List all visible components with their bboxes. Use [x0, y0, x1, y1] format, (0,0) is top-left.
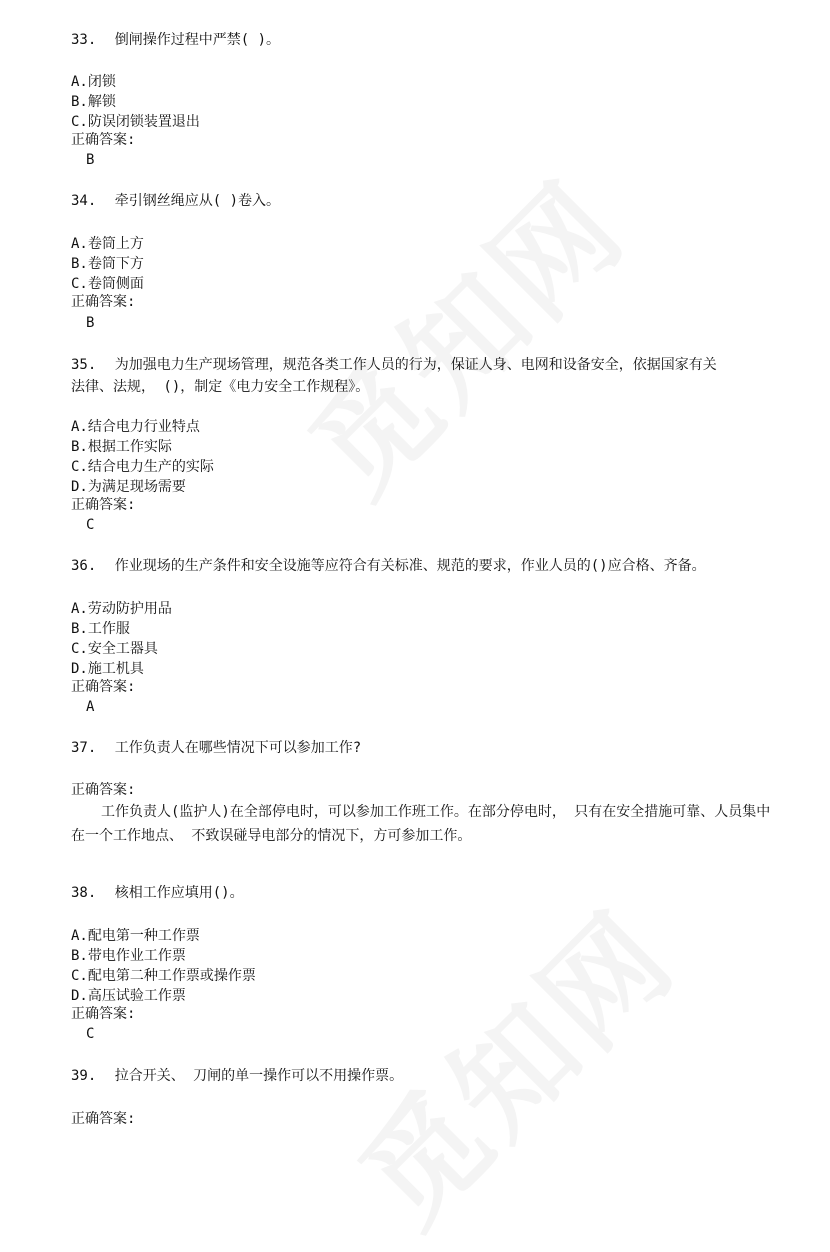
option-a: A.闭锁 — [71, 74, 116, 90]
option-a: A.配电第一种工作票 — [71, 928, 200, 944]
option-d: D.施工机具 — [71, 661, 144, 677]
question-text: 工作负责人在哪些情况下可以参加工作? — [114, 740, 362, 756]
question-text: 倒闸操作过程中严禁( )。 — [114, 32, 281, 48]
question-text: 核相工作应填用()。 — [114, 885, 244, 901]
question-text-line-1: 为加强电力生产现场管理，规范各类工作人员的行为，保证人身、电网和设备安全，依据国家有关 — [114, 357, 717, 373]
question-title — [71, 1066, 403, 1086]
answer-value: B — [86, 315, 95, 331]
option-c: C.结合电力生产的实际 — [71, 459, 214, 475]
answer-value: C — [86, 517, 95, 533]
answer-label: 正确答案: — [71, 497, 136, 513]
question-number: 37. — [71, 740, 97, 756]
answer-value: C — [86, 1026, 95, 1042]
watermark — [378, 929, 659, 1210]
answer-label: 正确答案: — [71, 782, 136, 798]
question-title — [71, 355, 717, 375]
question-title — [71, 191, 280, 211]
question-number: 36. — [71, 558, 97, 574]
answer-value: A — [86, 699, 95, 715]
option-d: D.为满足现场需要 — [71, 479, 186, 495]
option-b: B.带电作业工作票 — [71, 948, 186, 964]
question-title — [71, 30, 280, 50]
option-c: C.卷筒侧面 — [71, 276, 144, 292]
option-c: C.安全工器具 — [71, 641, 158, 657]
question-title — [71, 738, 361, 758]
option-a: A.结合电力行业特点 — [71, 419, 200, 435]
question-text-line-2: 法律、法规， ()，制定《电力安全工作规程》。 — [71, 379, 370, 395]
question-title — [71, 556, 706, 576]
answer-value: B — [86, 152, 95, 168]
question-text: 拉合开关、 刀闸的单一操作可以不用操作票。 — [114, 1068, 404, 1084]
option-a: A.卷筒上方 — [71, 236, 144, 252]
question-text: 作业现场的生产条件和安全设施等应符合有关标准、规范的要求，作业人员的()应合格、齐备。 — [114, 558, 706, 574]
answer-text: 工作负责人(监护人)在全部停电时，可以参加工作班工作。在部分停电时， 只有在安全措施可靠、人员集中在一个工作地点、 不致误碰导电部分的情况下，方可参加工作。 — [71, 804, 771, 844]
answer-label: 正确答案: — [71, 679, 136, 695]
answer-label: 正确答案: — [71, 1111, 136, 1127]
option-a: A.劳动防护用品 — [71, 601, 172, 617]
question-text: 牵引钢丝绳应从( )卷入。 — [114, 193, 281, 209]
question-number: 38. — [71, 885, 97, 901]
option-b: B.根据工作实际 — [71, 439, 172, 455]
option-c: C.配电第二种工作票或操作票 — [71, 968, 256, 984]
option-b: B.解锁 — [71, 94, 116, 110]
option-b: B.卷筒下方 — [71, 256, 144, 272]
question-number: 33. — [71, 32, 97, 48]
option-c: C.防误闭锁装置退出 — [71, 114, 200, 130]
answer-label: 正确答案: — [71, 294, 136, 310]
question-number: 35. — [71, 357, 97, 373]
option-b: B.工作服 — [71, 621, 130, 637]
question-number: 39. — [71, 1068, 97, 1084]
option-d: D.高压试验工作票 — [71, 988, 186, 1004]
answer-label: 正确答案: — [71, 132, 136, 148]
answer-label: 正确答案: — [71, 1006, 136, 1022]
question-title — [71, 883, 244, 903]
watermark — [328, 199, 609, 480]
question-number: 34. — [71, 193, 97, 209]
